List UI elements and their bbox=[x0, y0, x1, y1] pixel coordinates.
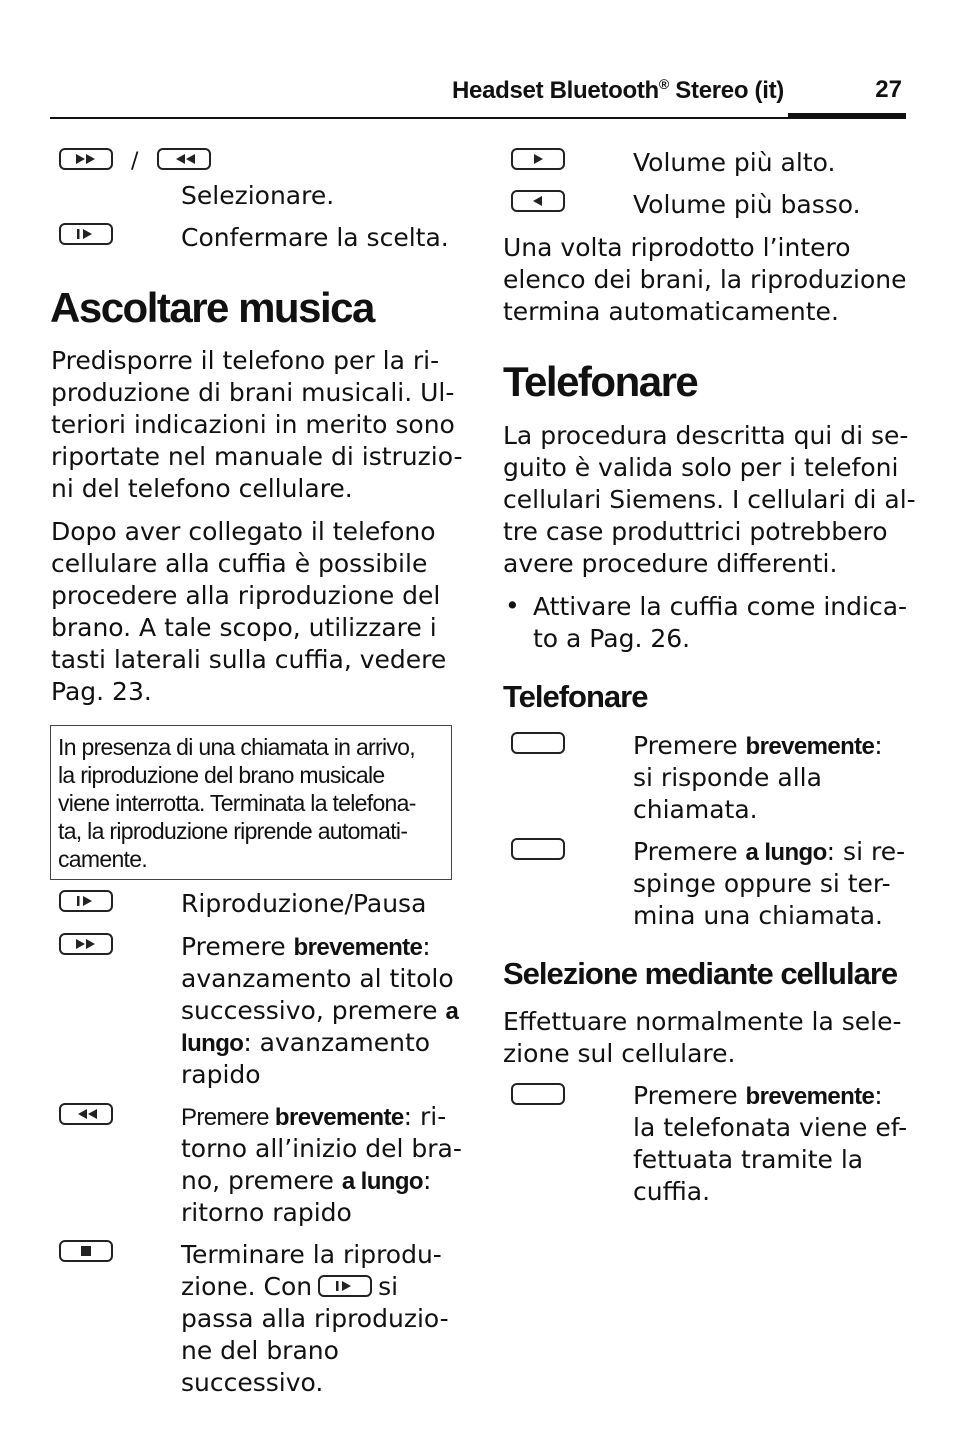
subheading-selezione: Selezione mediante cellulare bbox=[503, 956, 898, 991]
note-box bbox=[50, 725, 452, 880]
rew-line2: torno all’inizio del bra- bbox=[181, 1134, 462, 1163]
k1-line2: si risponde alla bbox=[633, 763, 822, 792]
right-para1-line: elenco dei brani, la riproduzione bbox=[503, 265, 907, 294]
bullet-text-line: to a Pag. 26. bbox=[533, 624, 691, 653]
bullet-marker: • bbox=[505, 591, 520, 620]
note-line: viene interrotta. Terminata la telefona- bbox=[58, 790, 416, 816]
play-pause-key-icon bbox=[59, 223, 113, 245]
ffwd-line3: successivo, premere a bbox=[181, 996, 459, 1025]
k3-line4: cuffia. bbox=[633, 1177, 711, 1206]
nav-separator: / bbox=[131, 149, 139, 174]
play-pause-key-icon bbox=[59, 890, 113, 912]
volume-down-text: Volume più basso. bbox=[633, 190, 861, 219]
call-key-icon bbox=[511, 838, 565, 860]
ffwd-line4: lungo: avanzamento bbox=[181, 1028, 431, 1057]
rew-line4: ritorno rapido bbox=[181, 1198, 352, 1227]
nav-confirm-text: Confermare la scelta. bbox=[181, 223, 449, 252]
calls-para-line: avere procedure differenti. bbox=[503, 549, 838, 578]
note-line: In presenza di una chiamata in arrivo, bbox=[58, 734, 415, 760]
right-para1-line: termina automaticamente. bbox=[503, 297, 839, 326]
header-title: Headset Bluetooth® Stereo (it) bbox=[451, 76, 784, 104]
k1-line3: chiamata. bbox=[633, 795, 758, 824]
note-line: camente. bbox=[58, 846, 148, 872]
nav-select-text: Selezionare. bbox=[181, 181, 335, 210]
rewind-key-icon bbox=[157, 148, 211, 170]
k2-line2: spinge oppure si ter- bbox=[633, 869, 891, 898]
k3-line3: fettuata tramite la bbox=[633, 1145, 864, 1174]
ffwd-line5: rapido bbox=[181, 1060, 261, 1089]
music-para2-line: brano. A tale scopo, utilizzare i bbox=[51, 613, 437, 642]
bullet-text-line: Attivare la cuffia come indica- bbox=[533, 592, 908, 621]
section-heading-music: Ascoltare musica bbox=[50, 284, 374, 331]
volume-up-key-icon bbox=[511, 148, 565, 170]
music-para2-line: tasti laterali sulla cuffia, vedere bbox=[51, 645, 447, 674]
calls-para-line: cellulari Siemens. I cellulari di al- bbox=[503, 485, 916, 514]
stop-line1: Terminare la riprodu- bbox=[181, 1240, 442, 1269]
section-heading-calls: Telefonare bbox=[503, 358, 698, 405]
call-key-icon bbox=[511, 1083, 565, 1105]
music-para1-line: ni del telefono cellulare. bbox=[51, 474, 353, 503]
page-number: 27 bbox=[875, 76, 902, 103]
note-line: ta, la riproduzione riprende automati- bbox=[58, 818, 408, 844]
k3-line2: la telefonata viene ef- bbox=[633, 1113, 908, 1142]
k2-line1: Premere a lungo: si re- bbox=[633, 837, 906, 866]
page-header bbox=[50, 72, 906, 120]
volume-up-text: Volume più alto. bbox=[633, 148, 836, 177]
stop-line5: successivo. bbox=[181, 1368, 324, 1397]
k3-line1: Premere brevemente: bbox=[633, 1081, 883, 1110]
header-rule bbox=[50, 117, 906, 119]
rewind-key-icon bbox=[59, 1103, 113, 1125]
music-para1-line: riportate nel manuale di istruzio- bbox=[51, 442, 463, 471]
rew-line3: no, premere a lungo: bbox=[181, 1166, 432, 1195]
calls-para-line: guito è valida solo per i telefoni bbox=[503, 453, 899, 482]
calls-para-line: tre case produttrici potrebbero bbox=[503, 517, 888, 546]
k1-line1: Premere brevemente: bbox=[633, 731, 883, 760]
k2-line3: mina una chiamata. bbox=[633, 901, 883, 930]
music-para2-line: Pag. 23. bbox=[51, 677, 152, 706]
ffwd-line1: Premere brevemente: bbox=[181, 932, 431, 961]
fast-forward-key-icon bbox=[59, 933, 113, 955]
subheading-telefonare: Telefonare bbox=[503, 679, 648, 714]
call-key-icon bbox=[511, 732, 565, 754]
play-pause-key-icon bbox=[318, 1275, 372, 1297]
music-para1-line: produzione di brani musicali. Ul- bbox=[51, 378, 455, 407]
stop-key-icon bbox=[59, 1240, 113, 1262]
fast-forward-key-icon bbox=[59, 148, 113, 170]
music-para2-line: procedere alla riproduzione del bbox=[51, 581, 441, 610]
header-rule-thick bbox=[788, 113, 906, 119]
music-para2-line: cellulare alla cuffia è possibile bbox=[51, 549, 428, 578]
ffwd-line2: avanzamento al titolo bbox=[181, 964, 454, 993]
selezione-para-line: zione sul cellulare. bbox=[503, 1039, 736, 1068]
music-para1-line: Predisporre il telefono per la ri- bbox=[51, 346, 440, 375]
volume-down-key-icon bbox=[511, 190, 565, 212]
music-para1-line: teriori indicazioni in merito sono bbox=[51, 410, 455, 439]
stop-line2: zione. Con si bbox=[181, 1272, 399, 1301]
stop-line4: ne del brano bbox=[181, 1336, 339, 1365]
right-para1-line: Una volta riprodotto l’intero bbox=[503, 233, 851, 262]
play-pause-text: Riproduzione/Pausa bbox=[181, 889, 427, 918]
note-line: la riproduzione del brano musicale bbox=[58, 762, 385, 788]
stop-line3: passa alla riproduzio- bbox=[181, 1304, 449, 1333]
music-para2-line: Dopo aver collegato il telefono bbox=[51, 517, 436, 546]
rew-line1: Premere brevemente: ri- bbox=[181, 1102, 447, 1131]
selezione-para-line: Effettuare normalmente la sele- bbox=[503, 1007, 902, 1036]
calls-para-line: La procedura descritta qui di se- bbox=[503, 421, 909, 450]
